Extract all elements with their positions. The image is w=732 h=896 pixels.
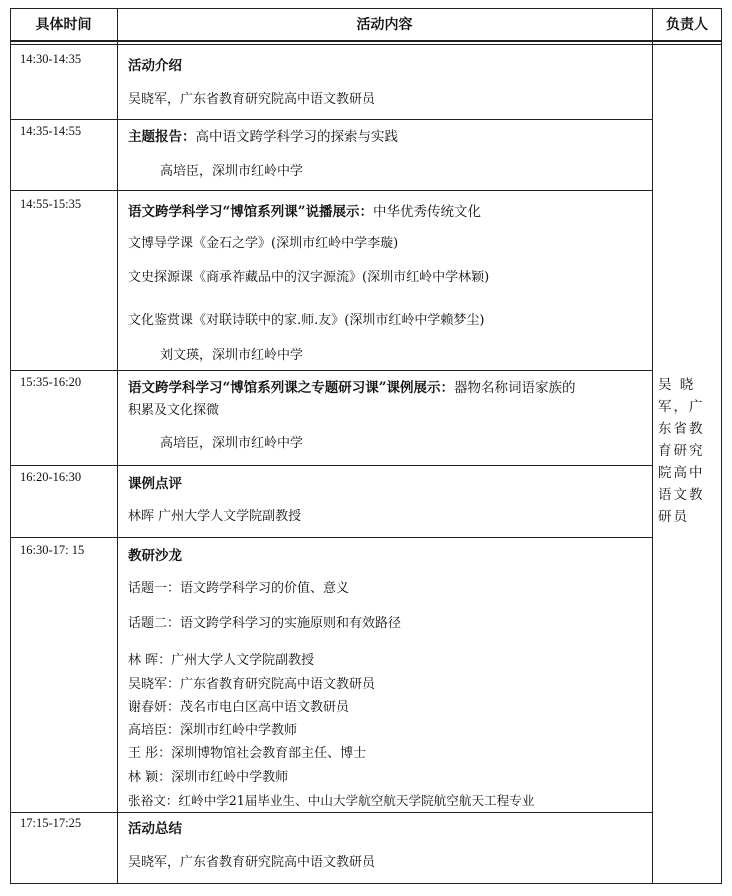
header-content: 活动内容 xyxy=(356,17,413,33)
session-line: 文史探源课《商承祚藏品中的汉字源流》(深圳市红岭中学林颖) xyxy=(128,270,490,285)
session-title-bold: 语文跨学科学习“博馆系列课”说播展示： xyxy=(128,204,374,220)
session-title-bold: 主题报告： xyxy=(128,129,196,145)
session-line: 张裕文：红岭中学21届毕业生、中山大学航空航天学院航空航天工程专业 xyxy=(128,793,535,808)
session-line: 话题二：语文跨学科学习的实施原则和有效路径 xyxy=(128,616,402,631)
row-divider xyxy=(10,537,653,538)
session-line: 吴晓军，广东省教育研究院高中语文教研员 xyxy=(128,855,376,870)
session-title: 课例点评 xyxy=(128,476,182,492)
header-time: 具体时间 xyxy=(35,17,92,33)
header-divider xyxy=(10,40,722,42)
session-time: 14:35-14:55 xyxy=(20,124,82,138)
row-divider xyxy=(10,812,653,813)
session-title-continued: 积累及文化探微 xyxy=(128,403,220,418)
session-line: 文博导学课《金石之学》(深圳市红岭中学李璇) xyxy=(128,236,399,251)
row-divider xyxy=(10,119,653,120)
row-divider xyxy=(10,190,653,191)
session-title xyxy=(128,200,481,220)
session-line: 林 颖：深圳市红岭中学教师 xyxy=(128,770,289,785)
session-time: 16:20-16:30 xyxy=(20,470,82,484)
session-line: 话题一：语文跨学科学习的价值、意义 xyxy=(128,581,350,596)
row-divider xyxy=(10,370,653,371)
session-line: 林晖 广州大学人文学院副教授 xyxy=(128,509,302,524)
session-line: 高培臣，深圳市红岭中学 xyxy=(160,164,304,179)
column-divider xyxy=(117,8,118,884)
session-title xyxy=(128,125,398,145)
session-line: 吴晓军，广东省教育研究院高中语文教研员 xyxy=(128,92,376,107)
row-divider xyxy=(10,465,653,466)
session-line: 高培臣，深圳市红岭中学 xyxy=(160,436,304,451)
session-line: 林 晖：广州大学人文学院副教授 xyxy=(128,653,315,668)
session-title-rest: 高中语文跨学科学习的探索与实践 xyxy=(195,129,398,145)
session-title-bold: 语文跨学科学习“博馆系列课之专题研习课”课例展示： xyxy=(128,380,455,396)
responsible-person: 吴 晓军，广东省教育研究院高中语文教研员 xyxy=(658,377,705,525)
session-title xyxy=(128,376,576,396)
header-person: 负责人 xyxy=(666,17,708,33)
session-title: 活动介绍 xyxy=(128,58,182,74)
column-divider xyxy=(652,8,653,884)
session-line: 刘文瑛，深圳市红岭中学 xyxy=(160,348,304,363)
session-time: 14:30-14:35 xyxy=(20,52,82,66)
session-line: 文化鉴赏课《对联诗联中的家.师.友》(深圳市红岭中学赖梦尘) xyxy=(128,313,485,328)
session-title: 活动总结 xyxy=(128,821,182,837)
session-time: 17:15-17:25 xyxy=(20,816,82,830)
session-title: 教研沙龙 xyxy=(128,548,182,564)
session-line: 王 彤：深圳博物馆社会教育部主任、博士 xyxy=(128,746,367,761)
session-title-rest: 中华优秀传统文化 xyxy=(373,204,482,220)
session-line: 谢春妍：茂名市电白区高中语文教研员 xyxy=(128,700,350,715)
header-divider-inner xyxy=(10,44,722,45)
session-time: 15:35-16:20 xyxy=(20,375,82,389)
session-title-rest: 器物名称词语家族的 xyxy=(454,380,576,396)
session-line: 高培臣：深圳市红岭中学教师 xyxy=(128,723,298,738)
session-time: 14:55-15:35 xyxy=(20,197,82,211)
session-time: 16:30-17: 15 xyxy=(20,543,85,557)
session-line: 吴晓军：广东省教育研究院高中语文教研员 xyxy=(128,677,376,692)
